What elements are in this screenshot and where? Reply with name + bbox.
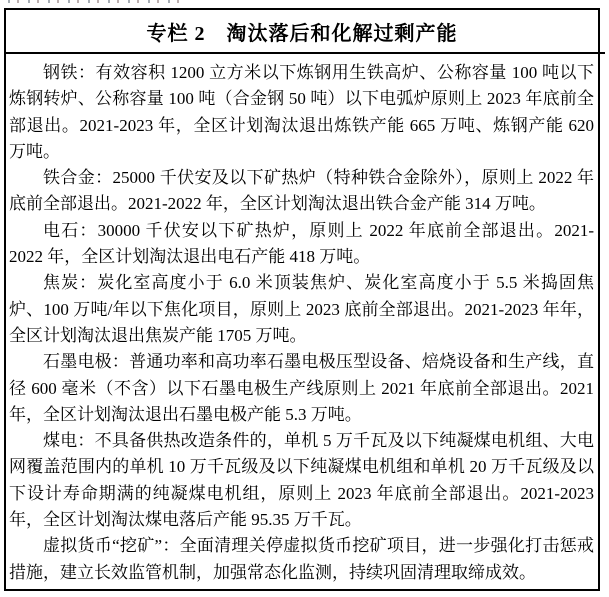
clipped-text-remnant	[8, 0, 186, 3]
panel-paragraph-graphite-electrode: 石墨电极：普通功率和高功率石墨电极压型设备、焙烧设备和生产线，直径 600 毫米（不含）以下石墨电极生产线原则上 2021 年底前全部退出。2021 年，全区计划淘汰退出石墨电极产能 5.3 万吨。	[9, 352, 594, 424]
panel-paragraph-calcium-carbide: 电石：30000 千伏安以下矿热炉，原则上 2022 年底前全部退出。2021-2022 年，全区计划淘汰退出电石产能 418 万吨。	[9, 220, 594, 267]
panel-paragraph-coke: 焦炭：炭化室高度小于 6.0 米顶装焦炉、炭化室高度小于 5.5 米捣固焦炉、100 万吨/年以下焦化项目，原则上 2023 底前全部退出。2021-2023 年年，全区计划淘汰退出焦炭产能 1705 万吨。	[9, 273, 594, 345]
panel-body	[6, 52, 598, 586]
panel-paragraph-coal-power: 煤电：不具备供热改造条件的，单机 5 万千瓦及以下纯凝煤电机组、大电网覆盖范围内的单机 10 万千瓦级及以下纯凝煤电机组和单机 20 万千瓦级及以下设计寿命期满的纯凝煤电机组，原则上 2023 年底前全部退出。2021-2023 年，全区计划淘汰煤电落后产能 95.35 万千瓦。	[9, 431, 594, 530]
title-divider	[4, 52, 605, 54]
panel-paragraph-steel: 钢铁：有效容积 1200 立方米以下炼钢用生铁高炉、公称容量 100 吨以下炼钢转炉、公称容量 100 吨（合金钢 50 吨）以下电弧炉原则上 2023 年底前全部退出。2021-2023 年，全区计划淘汰退出炼铁产能 665 万吨、炼钢产能 620 万吨。	[9, 63, 594, 161]
column-2-panel	[4, 8, 600, 591]
panel-paragraph-crypto-mining: 虚拟货币“挖矿”：全面清理关停虚拟货币挖矿项目，进一步强化打击惩戒措施，建立长效监管机制，加强常态化监测，持续巩固清理取缔成效。	[9, 536, 594, 582]
panel-title: 专栏 2 淘汰落后和化解过剩产能	[146, 22, 458, 45]
panel-paragraph-ferroalloy: 铁合金：25000 千伏安及以下矿热炉（特种铁合金除外），原则上 2022 年底前全部退出。2021-2022 年，全区计划淘汰退出铁合金产能 314 万吨。	[9, 168, 594, 214]
